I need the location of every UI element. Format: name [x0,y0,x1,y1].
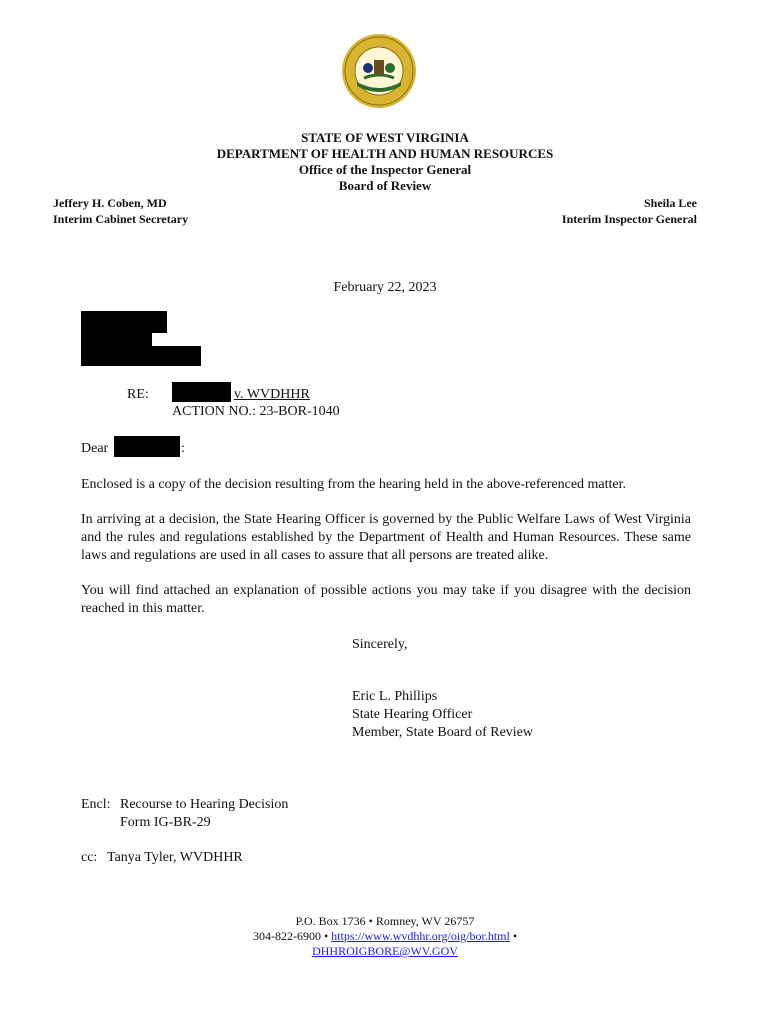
enclosure-items [120,796,288,832]
paragraph-3: You will find attached an explanation of possible actions you may take if you disagree with the decision reached in this matter. [81,583,691,616]
closing: Sincerely, [352,637,408,652]
redacted-address-line1 [81,311,167,333]
right-official-name: Sheila Lee [644,196,697,210]
right-official [562,195,697,227]
enclosure-label: Encl: [81,797,111,812]
footer-website-link[interactable]: https://www.wvdhhr.org/oig/bor.html [331,929,510,943]
redacted-recipient-name [114,436,180,457]
left-official [53,195,188,227]
letter-date: February 22, 2023 [333,280,437,295]
re-case-suffix: v. WVDHHR [234,387,310,402]
signature-title1: State Hearing Officer [352,707,473,722]
enclosure-item-2: Form IG-BR-29 [120,815,211,830]
footer-phone: 304-822-6900 • [252,929,329,943]
agency-header [0,130,770,194]
right-official-title: Interim Inspector General [561,212,697,226]
cc-label: cc: [81,850,98,865]
cc-recipient: Tanya Tyler, WVDHHR [107,850,243,865]
left-official-title: Interim Cabinet Secretary [53,212,189,226]
header-state: STATE OF WEST VIRGINIA [301,130,469,145]
salutation-prefix: Dear [81,441,109,456]
state-seal [340,32,418,110]
signature-name: Eric L. Phillips [352,689,438,704]
footer [0,914,770,959]
paragraph-1: Enclosed is a copy of the decision resulting from the hearing held in the above-referenced matter. [81,477,627,492]
redacted-address-line2 [81,331,152,347]
header-board: Board of Review [338,178,432,193]
footer-contact-line [0,929,770,944]
footer-email-link[interactable]: DHHROIGBORE@WV.GOV [312,944,458,958]
header-department: DEPARTMENT OF HEALTH AND HUMAN RESOURCES [216,146,554,161]
footer-bullet: • [512,929,518,943]
redacted-address-line3 [81,346,201,366]
salutation-suffix: : [181,441,185,456]
paragraph-2: In arriving at a decision, the State Hearing Officer is governed by the Public Welfare Laws of West Virginia and the rules and regulations established by the Department of Health and Human Resources. These same laws and regulations are used in all cases to assure that all persons are treated alike. [81,512,691,563]
enclosure-item-1: Recourse to Hearing Decision [120,797,289,812]
footer-address: P.O. Box 1736 • Romney, WV 26757 [295,914,475,928]
re-label: RE: [127,387,149,402]
re-action-number: ACTION NO.: 23-BOR-1040 [172,404,340,419]
left-official-name: Jeffery H. Coben, MD [53,196,167,210]
header-office: Office of the Inspector General [298,162,472,177]
signature-title2: Member, State Board of Review [352,725,534,740]
signature-block [352,688,533,742]
redacted-appellant-name [172,382,231,402]
